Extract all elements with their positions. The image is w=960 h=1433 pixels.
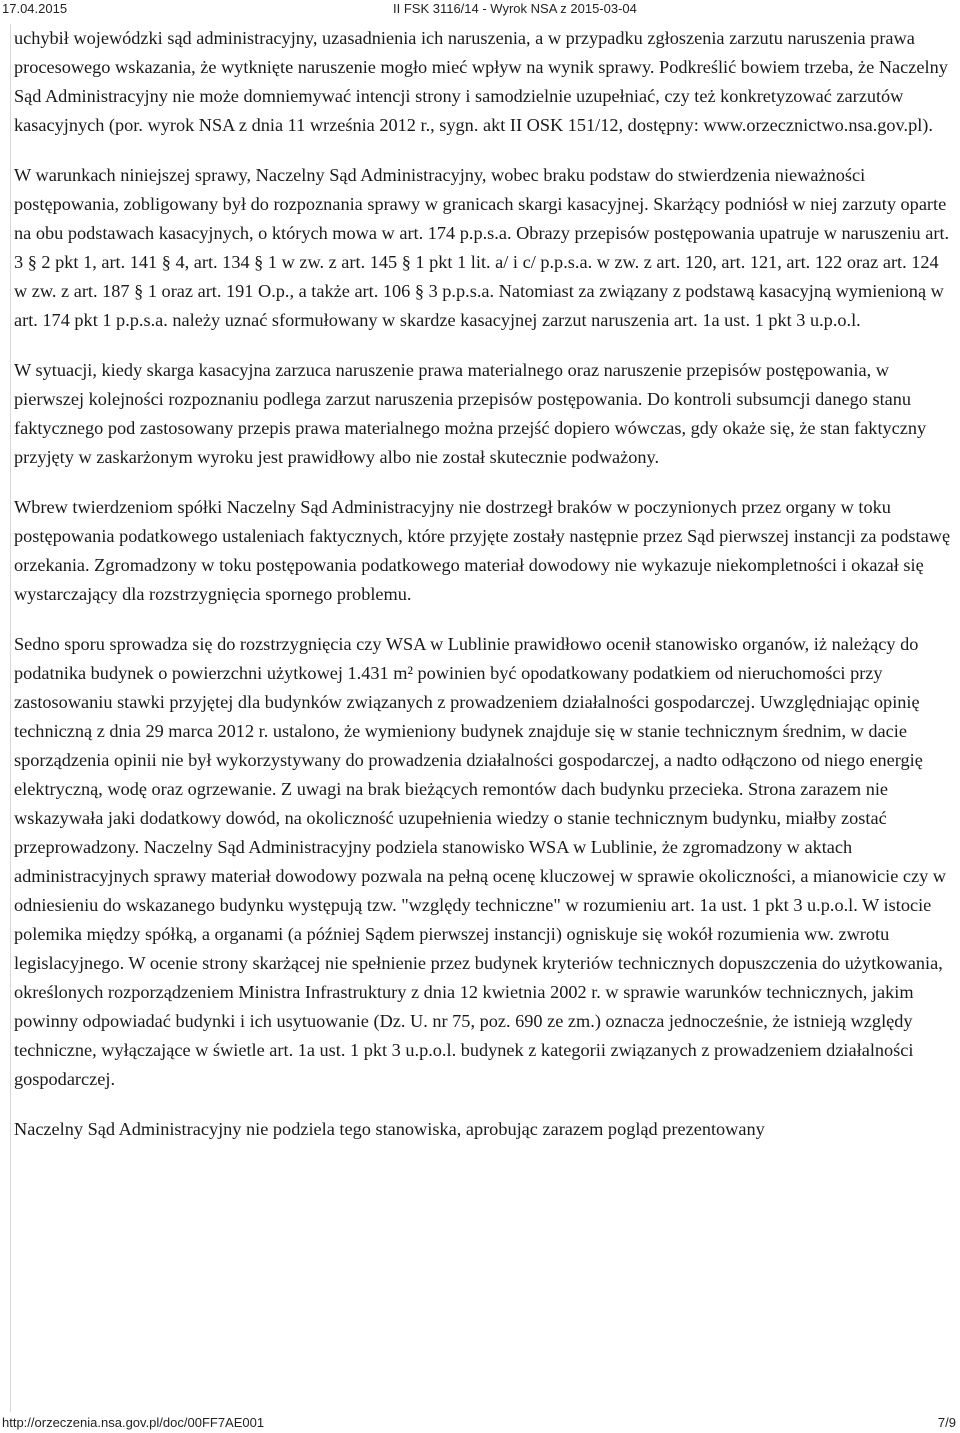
paragraph: W warunkach niniejszej sprawy, Naczelny Sąd Administracyjny, wobec braku podstaw do stwierdzenia nieważności postępowania, zobligowany był do rozpoznania sprawy w granicach skargi kasacyjnej. Skarżący podniósł w niej zarzuty oparte na obu podstawach kasacyjnych, o których mowa w art. 174 p.p.s.a. Obrazy przepisów postępowania upatruje w naruszeniu art. 3 § 2 pkt 1, art. 141 § 4, art. 134 § 1 w zw. z art. 145 § 1 pkt 1 lit. a/ i c/ p.p.s.a. w zw. z art. 120, art. 121, art. 122 oraz art. 124 w zw. z art. 187 § 1 oraz art. 191 O.p., a także art. 106 § 3 p.p.s.a. Natomiast za związany z podstawą kasacyjną wymienioną w art. 174 pkt 1 p.p.s.a. należy uznać sformułowany w skardze kasacyjnej zarzut naruszenia art. 1a ust. 1 pkt 3 u.p.o.l.: [14, 165, 950, 330]
print-date: 17.04.2015: [2, 1, 68, 16]
document-url[interactable]: http://orzeczenia.nsa.gov.pl/doc/00FF7AE001: [2, 1415, 265, 1430]
document-title: II FSK 3116/14 - Wyrok NSA z 2015-03-04: [393, 1, 637, 16]
print-header: [0, 0, 960, 18]
print-footer: [0, 1413, 960, 1433]
paragraph: W sytuacji, kiedy skarga kasacyjna zarzuca naruszenie prawa materialnego oraz naruszenie przepisów postępowania, w pierwszej kolejności rozpoznaniu podlega zarzut naruszenia przepisów postępowania. Do kontroli subsumcji danego stanu faktycznego pod zastosowany przepis prawa materialnego można przejść dopiero wówczas, gdy okaże się, że stan faktyczny przyjęty w zaskarżonym wyroku jest prawidłowy albo nie został skutecznie podważony.: [14, 360, 927, 467]
paragraph: Naczelny Sąd Administracyjny nie podzielа tego stanowiska, aprobując zarazem pogląd prezentowany: [14, 1119, 765, 1139]
paragraph: uchybił wojewódzki sąd administracyjny, uzasadnienia ich naruszenia, a w przypadku zgłoszenia zarzutu naruszenia prawa procesowego wskazania, że wytknięte naruszenie mogło mieć wpływ na wynik sprawy. Podkreślić bowiem trzeba, że Naczelny Sąd Administracyjny nie może domniemywać intencji strony i samodzielnie uzupełniać, czy też konkretyzować zarzutów kasacyjnych (por. wyrok NSA z dnia 11 września 2012 r., sygn. akt II OSK 151/12, dostępny: www.orzecznictwo.nsa.gov.pl).: [14, 28, 948, 135]
paragraph: Wbrew twierdzeniom spółki Naczelny Sąd Administracyjny nie dostrzegł braków w poczynionych przez organy w toku postępowania podatkowego ustaleniach faktycznych, które przyjęte zostały następnie przez Sąd pierwszej instancji za podstawę orzekania. Zgromadzony w toku postępowania podatkowego materiał dowodowy nie wykazuje niekompletności i okazał się wystarczający dla rozstrzygnięcia spornego problemu.: [14, 497, 951, 604]
paragraph: Sedno sporu sprowadza się do rozstrzygnięcia czy WSA w Lublinie prawidłowo ocenił stanowisko organów, iż należący do podatnika budynek o powierzchni użytkowej 1.431 m² powinien być opodatkowany podatkiem od nieruchomości przy zastosowaniu stawki przyjętej dla budynków związanych z prowadzeniem działalności gospodarczej. Uwzględniając opinię techniczną z dnia 29 marca 2012 r. ustalono, że wymieniony budynek znajduje się w stanie technicznym średnim, w dacie sporządzenia opinii nie był wykorzystywany do prowadzenia działalności gospodarczej, a nadto odłączono od niego energię elektryczną, wodę oraz ogrzewanie. Z uwagi na brak bieżących remontów dach budynku przecieka. Strona zarazem nie wskazywała jaki dodatkowy dowód, na okoliczność uzupełnienia wiedzy o stanie technicznym budynku, miałby zostać przeprowadzony. Naczelny Sąd Administracyjny podziela stanowisko WSA w Lublinie, że zgromadzony w aktach administracyjnych sprawy materiał dowodowy pozwala na pełną ocenę kluczowej w sprawie okoliczności, a mianowicie czy w odniesieniu do wskazanego budynku występują tzw. "względy techniczne" w rozumieniu art. 1a ust. 1 pkt 3 u.p.o.l. W istocie polemika między spółką, a organami (a później Sądem pierwszej instancji) ogniskuje się wokół rozumienia ww. zwrotu legislacyjnego. W ocenie strony skarżącej nie spełnienie przez budynek kryteriów technicznych dopuszczenia do użytkowania, określonych rozporządzeniem Ministra Infrastruktury z dnia 12 kwietnia 2002 r. w sprawie warunków technicznych, jakim powinny odpowiadać budynki i ich usytuowanie (Dz. U. nr 75, poz. 690 ze zm.) oznacza jednocześnie, że istnieją względy techniczne, wyłączające w świetle art. 1a ust. 1 pkt 3 u.p.o.l. budynek z kategorii związanych z prowadzeniem działalności gospodarczej.: [14, 634, 947, 1089]
judgment-text: [10, 24, 952, 1412]
page-number: 7/9: [937, 1415, 956, 1430]
